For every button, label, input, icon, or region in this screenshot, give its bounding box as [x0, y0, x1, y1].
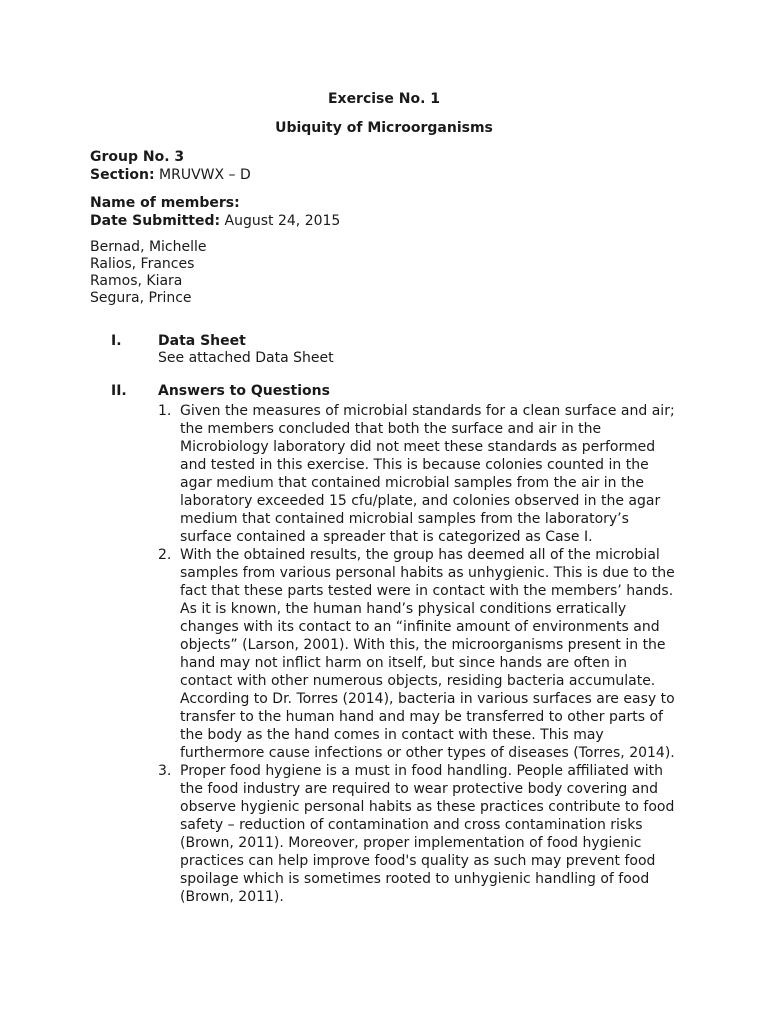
section-number: I. — [111, 333, 122, 349]
members-label: Name of members: — [90, 195, 240, 211]
date-line — [90, 212, 340, 230]
answer-line: With the obtained results, the group has deemed all of the microbial — [180, 547, 660, 563]
section-line — [90, 166, 251, 184]
section-number: II. — [111, 383, 127, 399]
answer-line: spoilage which is sometimes rooted to unhygienic handling of food — [180, 871, 650, 887]
answer-line: As it is known, the human hand’s physical conditions erratically — [180, 601, 627, 617]
answer-number: 1. — [158, 403, 172, 419]
answer-line: Microbiology laboratory did not meet these standards as performed — [180, 439, 656, 455]
answer-line: hand may not inflict harm on itself, but since hands are often in — [180, 655, 628, 671]
answer-item — [158, 402, 678, 546]
answer-line: and tested in this exercise. This is because colonies counted in the — [180, 457, 649, 473]
member-name: Bernad, Michelle — [90, 239, 207, 255]
answer-text — [180, 762, 678, 906]
answer-line: samples from various personal habits as unhygienic. This is due to the — [180, 565, 675, 581]
answer-line: observe hygienic personal habits as these practices contribute to food — [180, 799, 675, 815]
section-heading-data-sheet: Data Sheet — [158, 333, 246, 349]
page-title: Exercise No. 1 — [327, 91, 441, 107]
answer-line: contact with other numerous objects, residing bacteria accumulate. — [180, 673, 656, 689]
answer-item — [158, 546, 678, 762]
answer-item — [158, 762, 678, 906]
member-name: Segura, Prince — [90, 290, 192, 306]
answer-line: changes with its contact to an “infinite amount of environments and — [180, 619, 660, 635]
answer-line: Proper food hygiene is a must in food handling. People affiliated with — [180, 763, 664, 779]
member-name: Ralios, Frances — [90, 256, 195, 272]
answer-line: surface contained a spreader that is categorized as Case I. — [180, 529, 593, 545]
answers-list — [158, 402, 678, 906]
section-value: MRUVWX – D — [159, 167, 251, 183]
answer-number: 3. — [158, 763, 172, 779]
answer-text — [180, 546, 678, 762]
answer-line: medium that contained microbial samples from the laboratory’s — [180, 511, 629, 527]
answer-line: the body as the hand comes in contact with these. This may — [180, 727, 604, 743]
date-label: Date Submitted: — [90, 213, 221, 229]
answer-line: According to Dr. Torres (2014), bacteria in various surfaces are easy to — [180, 691, 675, 707]
answer-line: furthermore cause infections or other types of diseases (Torres, 2014). — [180, 745, 675, 761]
answer-line: practices can help improve food's quality as such may prevent food — [180, 853, 656, 869]
answer-line: agar medium that contained microbial samples from the air in the — [180, 475, 644, 491]
group-number: Group No. 3 — [90, 149, 185, 165]
section-heading-answers: Answers to Questions — [158, 383, 330, 399]
answer-line: safety – reduction of contamination and cross contamination risks — [180, 817, 643, 833]
answer-text — [180, 402, 678, 546]
answer-line: Given the measures of microbial standards for a clean surface and air; — [180, 403, 675, 419]
answer-line: the food industry are required to wear protective body covering and — [180, 781, 659, 797]
answer-line: fact that these parts tested were in contact with the members’ hands. — [180, 583, 674, 599]
section-body-data-sheet: See attached Data Sheet — [158, 350, 334, 366]
answer-line: objects” (Larson, 2001). With this, the microorganisms present in the — [180, 637, 666, 653]
answer-line: transfer to the human hand and may be transferred to other parts of — [180, 709, 663, 725]
page-subtitle: Ubiquity of Microorganisms — [275, 120, 493, 136]
member-list — [90, 239, 207, 307]
member-name: Ramos, Kiara — [90, 273, 183, 289]
date-value: August 24, 2015 — [224, 213, 341, 229]
answer-line: the members concluded that both the surface and air in the — [180, 421, 602, 437]
answer-line: (Brown, 2011). Moreover, proper implementation of food hygienic — [180, 835, 642, 851]
answer-line: laboratory exceeded 15 cfu/plate, and colonies observed in the agar — [180, 493, 661, 509]
answer-line: (Brown, 2011). — [180, 889, 284, 905]
answer-number: 2. — [158, 547, 172, 563]
section-label: Section: — [90, 167, 155, 183]
